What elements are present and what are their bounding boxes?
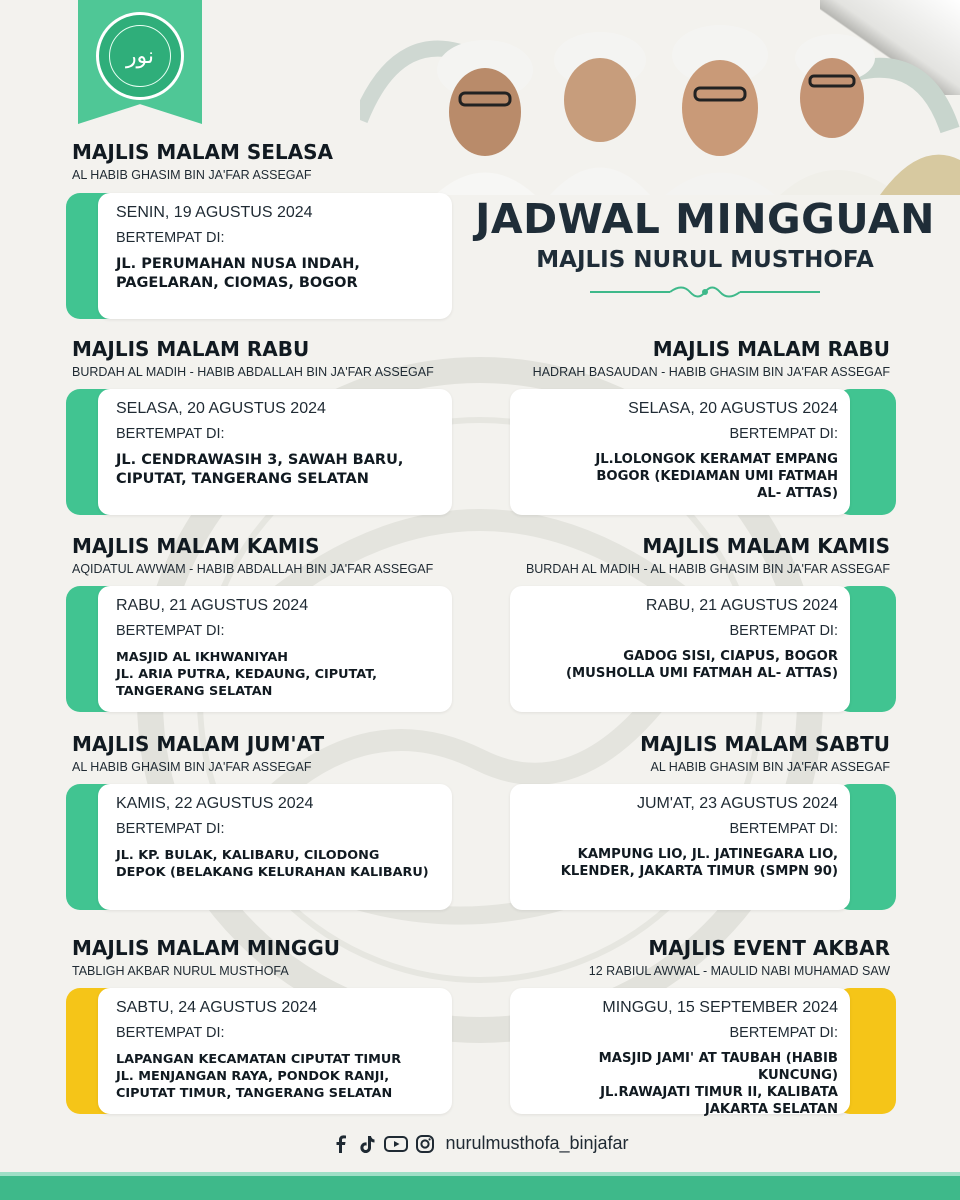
card-body [510, 586, 850, 712]
location-address: JL. KP. BULAK, KALIBARU, CILODONG DEPOK (BELAKANG KELURAHAN KALIBARU) [116, 848, 429, 880]
schedule-card-malam-rabu-burdah [66, 389, 452, 515]
ornament-divider-icon [590, 283, 820, 301]
schedule-subtitle: BURDAH AL MADIH - HABIB ABDALLAH BIN JA'FAR ASSEGAF [72, 365, 434, 379]
schedule-title: MAJLIS MALAM RABU [72, 337, 310, 361]
schedule-subtitle: AQIDATUL AWWAM - HABIB ABDALLAH BIN JA'FAR ASSEGAF [72, 562, 434, 576]
schedule-date: SABTU, 24 AGUSTUS 2024 [116, 999, 317, 1016]
schedule-date: MINGGU, 15 SEPTEMBER 2024 [602, 999, 838, 1016]
schedule-card-malam-kamis-burdah [510, 586, 896, 712]
location-label: BERTEMPAT DI: [729, 821, 838, 837]
schedule-card-malam-jumat [66, 784, 452, 910]
footer [0, 1133, 960, 1159]
schedule-heading-malam-jumat [72, 732, 452, 775]
schedule-card-malam-rabu-hadrah [510, 389, 896, 515]
location-label: BERTEMPAT DI: [116, 426, 225, 442]
social-handle[interactable]: nurulmusthofa_binjafar [445, 1133, 629, 1153]
page-subtitle: MAJLIS NURUL MUSTHOFA [536, 247, 874, 273]
schedule-date: RABU, 21 AGUSTUS 2024 [116, 597, 309, 614]
location-label: BERTEMPAT DI: [729, 426, 838, 442]
schedule-title: MAJLIS MALAM MINGGU [72, 936, 340, 960]
location-address: GADOG SISI, CIAPUS, BOGOR (MUSHOLLA UMI FATMAH AL- ATTAS) [565, 649, 838, 681]
portrait-2 [550, 32, 650, 195]
schedule-date: SENIN, 19 AGUSTUS 2024 [116, 204, 313, 221]
card-body [98, 784, 452, 910]
location-address: JL. PERUMAHAN NUSA INDAH, PAGELARAN, CIOMAS, BOGOR [116, 256, 360, 291]
schedule-subtitle: BURDAH AL MADIH - AL HABIB GHASIM BIN JA'FAR ASSEGAF [525, 562, 890, 576]
schedule-heading-malam-kamis-burdah [510, 534, 890, 577]
schedule-heading-malam-rabu-hadrah [510, 337, 890, 380]
location-address: LAPANGAN KECAMATAN CIPUTAT TIMUR JL. MENJANGAN RAYA, PONDOK RANJI, CIPUTAT TIMUR, TANGERANG SELATAN [116, 1052, 402, 1101]
schedule-title: MAJLIS EVENT AKBAR [648, 936, 890, 960]
youtube-icon[interactable] [383, 1134, 409, 1154]
logo-calligraphy-icon: نور [109, 25, 171, 87]
location-label: BERTEMPAT DI: [729, 623, 838, 639]
portrait-3 [665, 25, 775, 195]
schedule-date: JUM'AT, 23 AGUSTUS 2024 [636, 795, 838, 812]
location-label: BERTEMPAT DI: [116, 1025, 225, 1041]
schedule-card-malam-sabtu [510, 784, 896, 910]
social-links [331, 1133, 628, 1154]
schedule-subtitle: HADRAH BASAUDAN - HABIB GHASIM BIN JA'FAR ASSEGAF [532, 365, 890, 379]
schedule-heading-malam-selasa [72, 140, 452, 183]
schedule-card-malam-selasa [66, 193, 452, 319]
schedule-heading-event-akbar [510, 936, 890, 979]
schedule-date: SELASA, 20 AGUSTUS 2024 [628, 400, 838, 417]
tiktok-icon[interactable] [357, 1134, 377, 1154]
location-address: MASJID JAMI' AT TAUBAH (HABIB KUNCUNG) JL.RAWAJATI TIMUR II, KALIBATA JAKARTA SELATAN [598, 1051, 838, 1117]
schedule-heading-malam-kamis-aqidatul [72, 534, 452, 577]
schedule-title: MAJLIS MALAM KAMIS [642, 534, 890, 558]
schedule-title: MAJLIS MALAM SABTU [640, 732, 890, 756]
location-address: KAMPUNG LIO, JL. JATINEGARA LIO, KLENDER, JAKARTA TIMUR (SMPN 90) [560, 847, 838, 879]
schedule-card-event-akbar [510, 988, 896, 1117]
schedule-subtitle: AL HABIB GHASIM BIN JA'FAR ASSEGAF [72, 760, 312, 774]
card-body [510, 389, 850, 515]
instagram-icon[interactable] [415, 1134, 435, 1154]
schedule-card-malam-kamis-aqidatul [66, 586, 452, 712]
location-address: MASJID AL IKHWANIYAH JL. ARIA PUTRA, KEDAUNG, CIPUTAT, TANGERANG SELATAN [116, 650, 377, 699]
header [470, 195, 940, 301]
schedule-title: MAJLIS MALAM SELASA [72, 140, 334, 164]
card-body [98, 193, 452, 319]
schedule-subtitle: TABLIGH AKBAR NURUL MUSTHOFA [72, 964, 289, 978]
schedule-title: MAJLIS MALAM RABU [652, 337, 890, 361]
schedule-heading-malam-rabu-burdah [72, 337, 452, 380]
card-body [98, 988, 452, 1114]
footer-bar [0, 1176, 960, 1200]
schedule-date: SELASA, 20 AGUSTUS 2024 [116, 400, 326, 417]
facebook-icon[interactable] [331, 1134, 351, 1154]
location-label: BERTEMPAT DI: [116, 623, 225, 639]
schedule-title: MAJLIS MALAM JUM'AT [72, 732, 325, 756]
location-address: JL. CENDRAWASIH 3, SAWAH BARU, CIPUTAT, TANGERANG SELATAN [116, 452, 404, 487]
card-body [98, 586, 452, 712]
location-address: JL.LOLONGOK KERAMAT EMPANG BOGOR (KEDIAMAN UMI FATMAH AL- ATTAS) [595, 452, 838, 501]
schedule-title: MAJLIS MALAM KAMIS [72, 534, 320, 558]
schedule-subtitle: 12 RABIUL AWWAL - MAULID NABI MUHAMAD SAW [588, 964, 890, 978]
schedule-heading-malam-minggu [72, 936, 452, 979]
card-body [510, 784, 850, 910]
schedule-card-malam-minggu [66, 988, 452, 1114]
schedule-subtitle: AL HABIB GHASIM BIN JA'FAR ASSEGAF [650, 760, 890, 774]
card-body [98, 389, 452, 515]
page-title: JADWAL MINGGUAN [475, 195, 935, 243]
schedule-date: KAMIS, 22 AGUSTUS 2024 [116, 795, 314, 812]
location-label: BERTEMPAT DI: [116, 821, 225, 837]
majlis-logo [96, 12, 184, 100]
location-label: BERTEMPAT DI: [729, 1025, 838, 1041]
location-label: BERTEMPAT DI: [116, 230, 225, 246]
schedule-heading-malam-sabtu [510, 732, 890, 775]
schedule-subtitle: AL HABIB GHASIM BIN JA'FAR ASSEGAF [72, 168, 312, 182]
schedule-date: RABU, 21 AGUSTUS 2024 [645, 597, 838, 614]
card-body [510, 988, 850, 1117]
